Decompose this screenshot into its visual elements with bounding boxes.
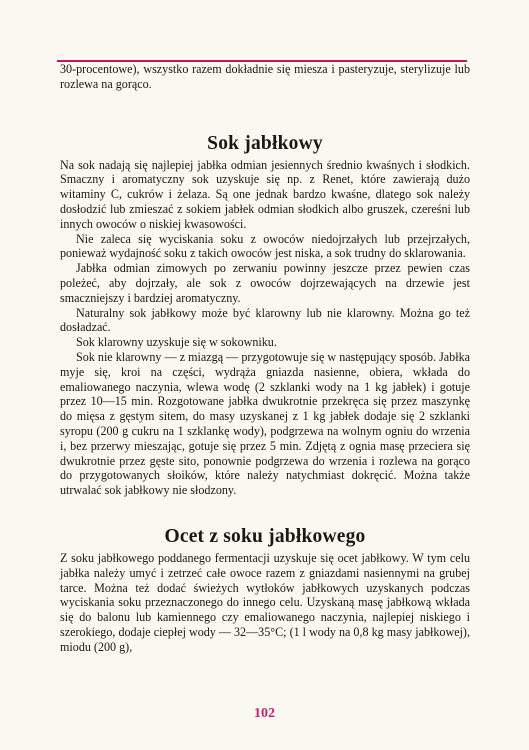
section-title-sok-jablkowy: Sok jabłkowy — [207, 132, 323, 154]
continuation-paragraph: 30-procentowe), wszystko razem dokładnie się miesza i pasteryzuje, sterylizuje lub rozlewa na gorąco. — [60, 62, 470, 91]
section1-paragraph-1: Na sok nadają się najlepiej jabłka odmian jesiennych średnio kwaśnych i słodkich. Smaczny i aromatyczny sok uzyskuje się np. z Renet, które zawierają dużo witaminy C, cukrów i żelaza. Są one jednak bardzo kwaśne, dlatego sok należy dosłodzić lub zmieszać z sokiem jabłek odmian słodkich albo gruszek, czereśni lub innych owoców o niskiej kwasowości. — [60, 157, 470, 231]
section-title-ocet: Ocet z soku jabłkowego — [164, 525, 366, 547]
section1-paragraph-5: Sok klarowny uzyskuje się w sokowniku. — [76, 335, 277, 350]
section2-paragraph-1: Z soku jabłkowego poddanego fermentacji uzyskuje się ocet jabłkowy. W tym celu jabłka należy umyć i zetrzeć całe owoce razem z gniazdami nasiennymi na grubej tarce. Można też dodać świeżych wytłoków jabłkowych uzyskanych podczas wyciskania soku przeznaczonego do innego celu. Uzyskaną masę jabłkową wkłada się do balonu lub kamiennego czy emaliowanego naczynia, najlepiej niskiego i szerokiego, dodaje ciepłej wody — 32—35°C; (1 l wody na 0,8 kg masy jabłkowej), miodu (200 g), — [60, 550, 470, 654]
page-content — [60, 62, 470, 655]
section1-paragraph-6: Sok nie klarowny — z miazgą — przygotowuje się w następujący sposób. Jabłka myje się, kroi na części, wydrąża gniazda nasienne, obiera, wkłada do emaliowanego naczynia, wlewa wodę (2 szklanki wody na 1 kg jabłek) i gotuje przez 10—15 min. Rozgotowane jabłka dwukrotnie przekręca się przez maszynkę do mięsa z gęstym sitem, do masy uzyskanej z 1 kg jabłek dodaje się 2 szklanki syropu (200 g cukru na 1 szklankę wody), podgrzewa na wolnym ogniu do wrzenia i, bez przerwy mieszając, gotuje się przez 5 min. Zdjętą z ognia masę przeciera się dwukrotnie przez gęste sito, ponownie podgrzewa do wrzenia i rozlewa na gorąco do przygotowanych słoików, które należy natychmiast dokręcić. Można także utrwalać sok jabłkowy nie słodzony. — [60, 349, 470, 498]
section1-paragraph-3: Jabłka odmian zimowych po zerwaniu powinny jeszcze przez pewien czas poleżeć, aby dojrzały, ale sok z owoców dojrzewających na drzewie jest smaczniejszy i bardziej aromatyczny. — [60, 261, 470, 305]
section1-paragraph-4: Naturalny sok jabłkowy może być klarowny lub nie klarowny. Można go też dosładzać. — [60, 305, 470, 335]
page-number: 102 — [254, 706, 275, 721]
section1-paragraph-2: Nie zaleca się wyciskania soku z owoców niedojrzałych lub przejrzałych, ponieważ wydajność soku z takich owoców jest niska, a sok trudny do sklarowania. — [60, 231, 470, 261]
